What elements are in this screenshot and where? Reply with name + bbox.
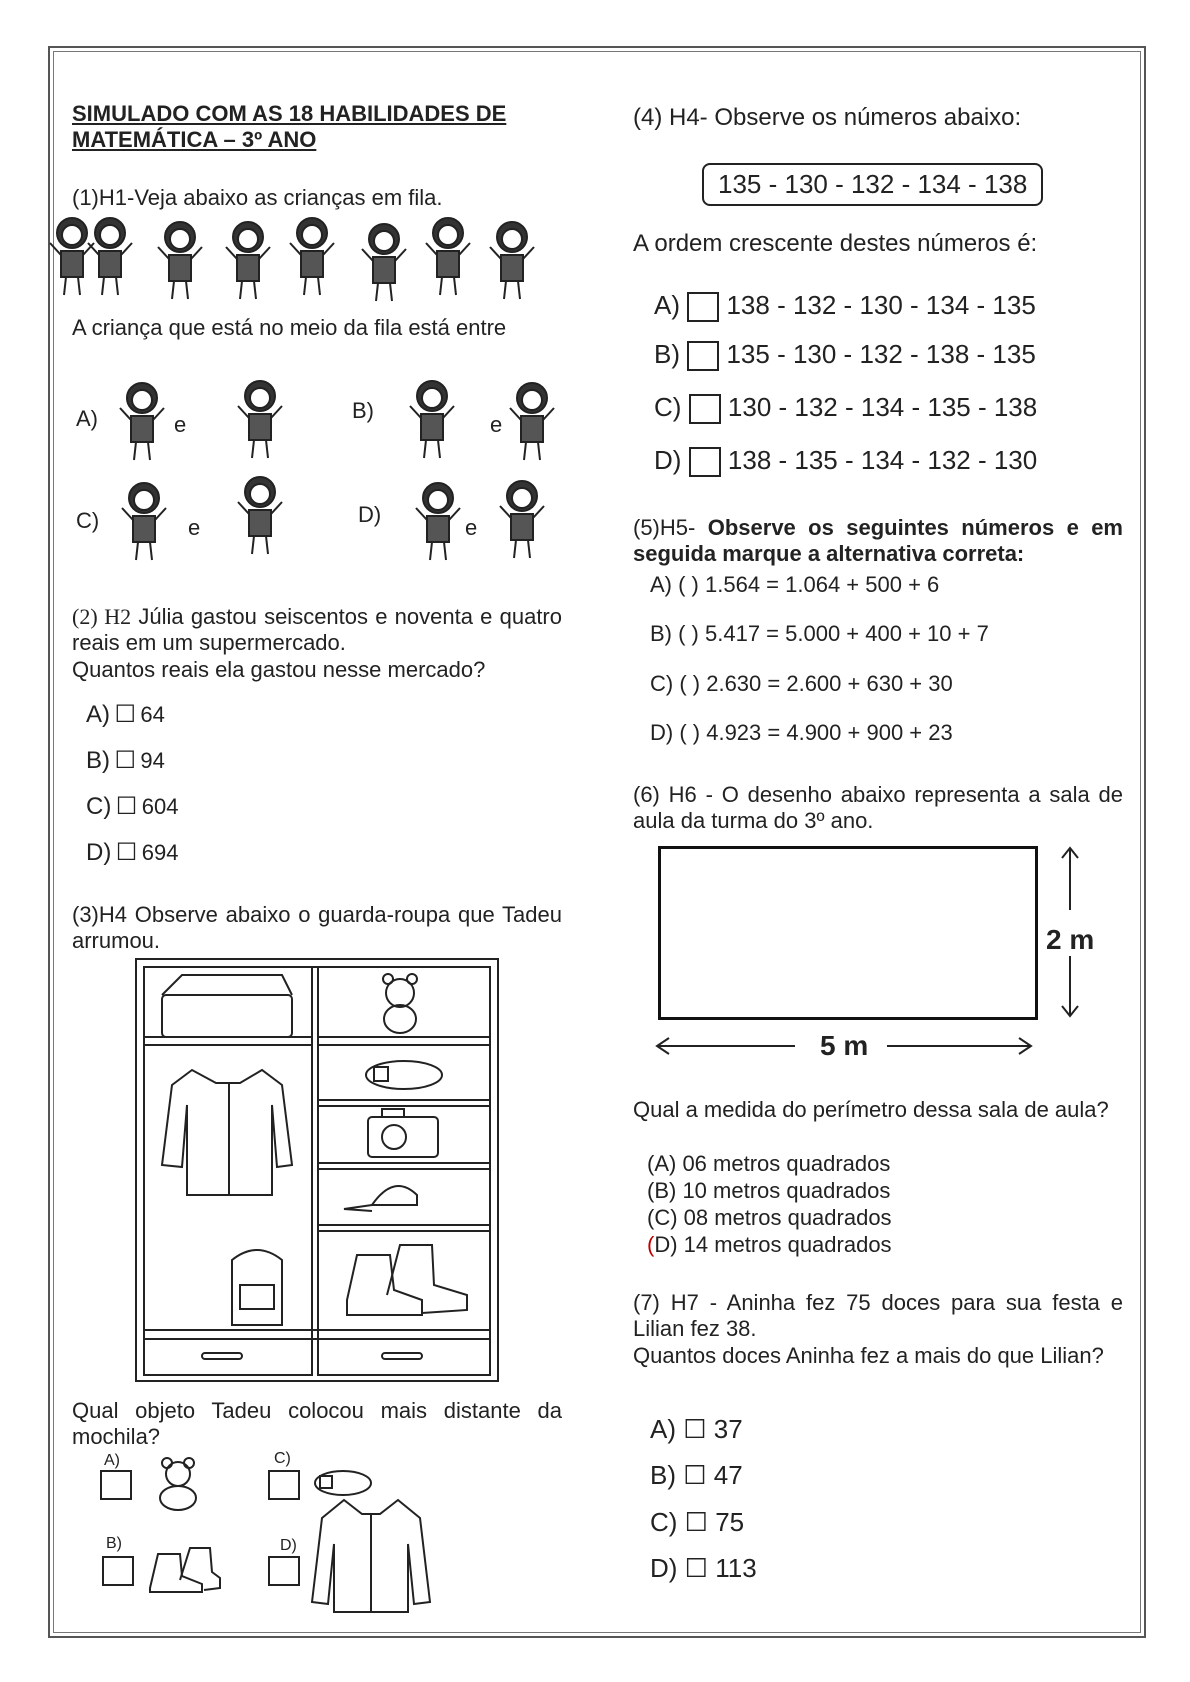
q1-option-c-label[interactable]: C) [76, 508, 100, 533]
q5-option-a[interactable]: A) ( ) 1.564 = 1.064 + 500 + 6 [650, 572, 940, 597]
q4-prompt: (4) H4- Observe os números abaixo: [633, 104, 1022, 131]
child-2-icon [158, 222, 202, 299]
q6-option-a[interactable]: (A) 06 metros quadrados [647, 1151, 891, 1176]
q5-number: (5)H5- [633, 515, 696, 540]
teddy-bear-icon [383, 974, 417, 1033]
child-icon [122, 483, 166, 560]
q1-option-c-pair [110, 470, 310, 570]
q1-option-a-label[interactable]: A) [76, 406, 98, 431]
q5-option-b[interactable]: B) ( ) 5.417 = 5.000 + 400 + 10 + 7 [650, 621, 989, 646]
q3-option-d-checkbox[interactable] [268, 1556, 300, 1586]
checkbox-icon[interactable]: ☐ [684, 1553, 708, 1583]
q3-option-b-checkbox[interactable] [102, 1556, 134, 1586]
checkbox-icon[interactable] [689, 447, 721, 477]
page-title: SIMULADO COM AS 18 HABILIDADES DE MATEMÁTICA – 3º ANO [72, 101, 507, 152]
q1-option-a-pair [110, 372, 310, 468]
q1-option-c-join: e [188, 515, 201, 540]
q7-option-d[interactable]: D) ☐ 113 [650, 1553, 757, 1583]
q4-option-c[interactable]: C) 130 - 132 - 134 - 135 - 138 [654, 392, 1037, 424]
child-icon [238, 477, 282, 554]
q6-prompt: (6) H6 - O desenho abaixo representa a sala de aula da turma do 3º ano. [633, 782, 1123, 833]
child-icon [410, 381, 454, 458]
q2-number: (2) H2 [72, 604, 132, 629]
wardrobe-illustration [132, 955, 502, 1385]
q1-option-b-pair [390, 372, 570, 468]
q3-option-d-label: D) [280, 1537, 297, 1554]
child-4-icon [290, 218, 334, 295]
q7-prompt: (7) H7 - Aninha fez 75 doces para sua festa e Lilian fez 38. [633, 1290, 1123, 1341]
q3-option-c-checkbox[interactable] [268, 1470, 300, 1500]
q3-prompt: (3)H4 Observe abaixo o guarda-roupa que Tadeu arrumou. [72, 902, 562, 953]
q6-question: Qual a medida do perímetro dessa sala de aula? [633, 1097, 1109, 1122]
q3-option-a-checkbox[interactable] [100, 1470, 132, 1500]
q1-option-d-label[interactable]: D) [358, 502, 382, 527]
child-5-icon [362, 224, 406, 301]
checkbox-icon[interactable]: ☐ [683, 1460, 707, 1490]
q6-option-d[interactable]: (D) 14 metros quadrados [647, 1232, 892, 1257]
q7-option-c[interactable]: C) ☐ 75 [650, 1507, 745, 1537]
q4-option-d[interactable]: D) 138 - 135 - 134 - 132 - 130 [654, 445, 1037, 477]
q1-option-a-join: e [174, 412, 187, 437]
checkbox-icon[interactable] [687, 292, 719, 322]
checkbox-icon[interactable]: ☐ [114, 701, 136, 728]
q4-option-a[interactable]: A) 138 - 132 - 130 - 134 - 135 [654, 290, 1036, 322]
q2-question: Quantos reais ela gastou nesse mercado? [72, 657, 486, 682]
q7-option-a[interactable]: A) ☐ 37 [650, 1414, 743, 1444]
q2-option-a[interactable]: A) ☐ 64 [86, 701, 165, 728]
q2-option-c[interactable]: C) ☐ 604 [86, 793, 179, 820]
q3-option-a-label: A) [104, 1452, 120, 1469]
backpack-icon [232, 1250, 282, 1325]
teddy-bear-icon [148, 1456, 208, 1512]
checkbox-icon[interactable]: ☐ [114, 747, 136, 774]
q3-option-b-label: B) [106, 1535, 122, 1552]
height-label: 2 m [1046, 924, 1095, 955]
q5-prompt [633, 515, 1123, 567]
q2-prompt [72, 604, 562, 656]
q1-prompt: (1)H1-Veja abaixo as crianças em fila. [72, 185, 443, 210]
checkbox-icon[interactable]: ☐ [683, 1414, 707, 1444]
q1-option-d-join: e [465, 515, 478, 540]
q4-option-b[interactable]: B) 135 - 130 - 132 - 138 - 135 [654, 339, 1036, 371]
child-icon [500, 481, 544, 558]
q2-option-b[interactable]: B) ☐ 94 [86, 747, 165, 774]
q7-question: Quantos doces Aninha fez a mais do que Lilian? [633, 1343, 1104, 1368]
child-icon [238, 381, 282, 458]
belt-icon [366, 1061, 442, 1089]
q4-question: A ordem crescente destes números é: [633, 230, 1038, 257]
jacket-icon [162, 1070, 292, 1195]
q6-option-c[interactable]: (C) 08 metros quadrados [647, 1205, 892, 1230]
checkbox-icon[interactable] [689, 394, 721, 424]
classroom-rectangle [658, 846, 1038, 1020]
child-icon [510, 383, 554, 460]
boots-icon [347, 1245, 467, 1315]
child-icon [120, 383, 164, 460]
boots-icon [146, 1540, 222, 1596]
q5-option-d[interactable]: D) ( ) 4.923 = 4.900 + 900 + 23 [650, 720, 953, 745]
width-label: 5 m [820, 1030, 869, 1061]
q6-option-b[interactable]: (B) 10 metros quadrados [647, 1178, 891, 1203]
q5-text: Observe os seguintes números e em seguida marque a alternativa correta: [633, 515, 1123, 566]
q4-sequence-box: 135 - 130 - 132 - 134 - 138 [702, 163, 1043, 206]
q1-option-b-label[interactable]: B) [352, 398, 374, 423]
q1-option-b-join: e [490, 412, 503, 437]
children-row [72, 215, 552, 307]
checkbox-icon[interactable] [687, 341, 719, 371]
q1-question: A criança que está no meio da fila está entre [72, 315, 507, 340]
child-3-icon [226, 222, 270, 299]
q5-option-c[interactable]: C) ( ) 2.630 = 2.600 + 630 + 30 [650, 671, 953, 696]
q2-text: Júlia gastou seiscentos e noventa e quatro reais em um supermercado. [72, 604, 562, 655]
checkbox-icon[interactable]: ☐ [684, 1507, 708, 1537]
q1-option-d-pair [390, 470, 570, 570]
child-1-icon [88, 218, 132, 295]
q3-question: Qual objeto Tadeu colocou mais distante da mochila? [72, 1398, 562, 1449]
cap-icon [344, 1186, 417, 1211]
jacket-icon [308, 1494, 434, 1616]
q2-option-d[interactable]: D) ☐ 694 [86, 839, 179, 866]
checkbox-icon[interactable]: ☐ [115, 793, 138, 820]
suitcase-icon [162, 975, 292, 1037]
q3-option-c-label: C) [274, 1450, 291, 1467]
child-icon [416, 483, 460, 560]
checkbox-icon[interactable]: ☐ [115, 839, 138, 866]
q7-option-b[interactable]: B) ☐ 47 [650, 1460, 743, 1490]
child-6-icon [426, 218, 470, 295]
child-7-icon [490, 222, 534, 299]
camera-icon [368, 1109, 438, 1157]
